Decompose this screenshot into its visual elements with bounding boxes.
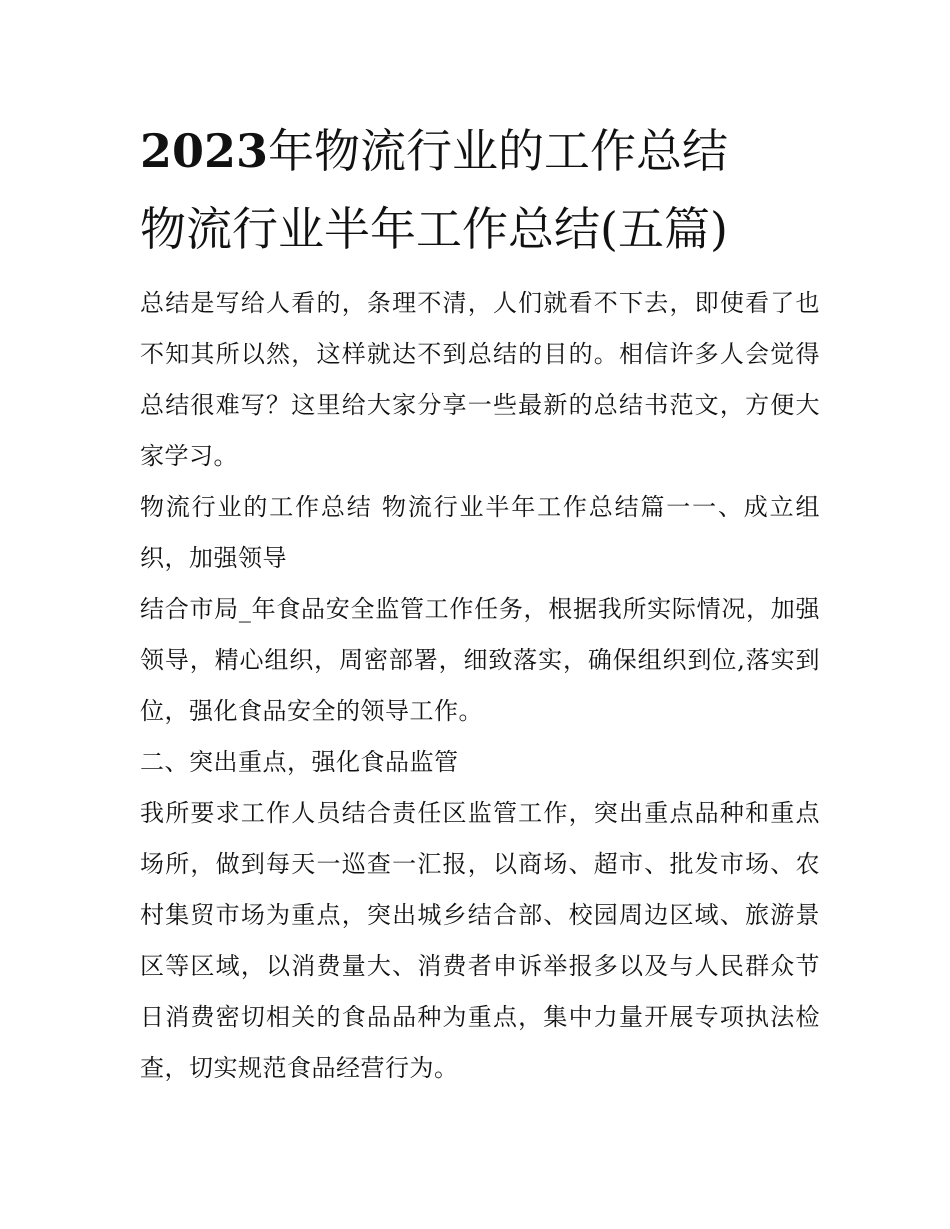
paragraph-intro: 总结是写给人看的，条理不清，人们就看不下去，即使看了也不知其所以然，这样就达不到总结的目的。相信许多人会觉得总结很难写？这里给大家分享一些最新的总结书范文，方便大家学习。	[140, 289, 820, 470]
document-content	[140, 112, 820, 1094]
paragraph-section-1-heading: 物流行业的工作总结 物流行业半年工作总结篇一一、成立组织，加强领导	[140, 493, 820, 572]
document-body	[140, 278, 820, 1094]
paragraph-section-1-body: 结合市局_年食品安全监管工作任务，根据我所实际情况，加强领导，精心组织，周密部署，细致落实，确保组织到位,落实到位，强化食品安全的领导工作。	[140, 595, 820, 725]
document-title-line-2: 物流行业半年工作总结(五篇)	[140, 202, 728, 256]
paragraph-section-2-heading: 二、突出重点，强化食品监管	[140, 748, 459, 776]
document-title-line-1	[140, 112, 820, 190]
paragraph-section-2-body: 我所要求工作人员结合责任区监管工作，突出重点品种和重点场所，做到每天一巡查一汇报，以商场、超市、批发市场、农村集贸市场为重点，突出城乡结合部、校园周边区域、旅游景区等区域，以消费量大、消费者申诉举报多以及与人民群众节日消费密切相关的食品品种为重点，集中力量开展专项执法检查，切实规范食品经营行为。	[140, 799, 820, 1082]
title-line-1-text: 年物流行业的工作总结	[268, 124, 729, 178]
title-year: 2023	[140, 124, 269, 178]
